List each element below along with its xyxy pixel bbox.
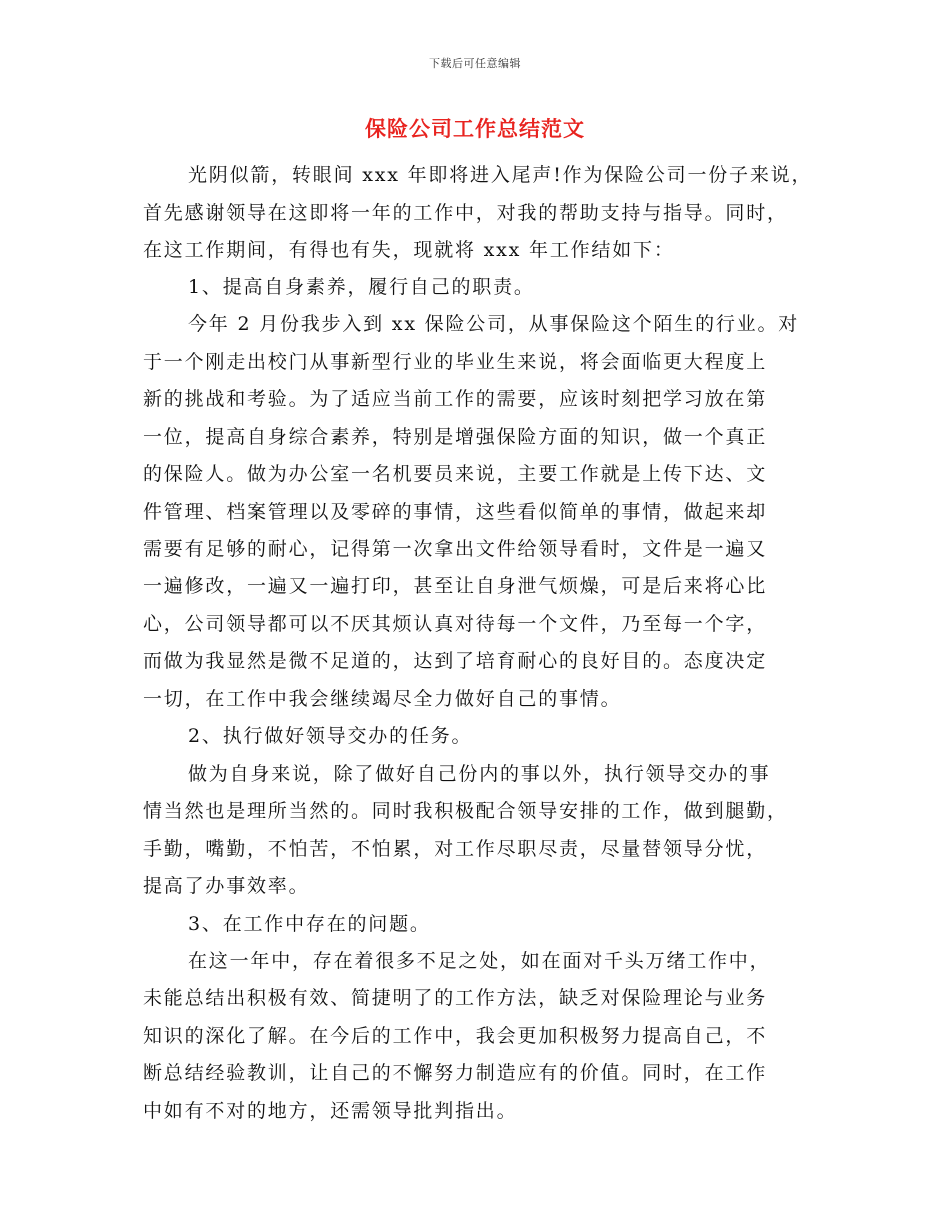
body-line: 做为自身来说，除了做好自己份内的事以外，执行领导交办的事 <box>188 763 771 785</box>
body-line: 未能总结出积极有效、简捷明了的工作方法，缺乏对保险理论与业务 <box>143 987 768 1009</box>
body-line: 在这一年中，存在着很多不足之处，如在面对千头万绪工作中， <box>188 950 771 972</box>
body-line: 新的挑战和考验。为了适应当前工作的需要，应该时刻把学习放在第 <box>143 388 768 410</box>
header-note: 下载后可任意编辑 <box>429 57 521 70</box>
body-line: 知识的深化了解。在今后的工作中，我会更加积极努力提高自己，不 <box>143 1025 768 1047</box>
body-line: 心，公司领导都可以不厌其烦认真对待每一个文件，乃至每一个字， <box>143 613 768 635</box>
body-line: 需要有足够的耐心，记得第一次拿出文件给领导看时，文件是一遍又 <box>143 538 768 560</box>
body-line: 情当然也是理所当然的。同时我积极配合领导安排的工作，做到腿勤， <box>143 800 788 822</box>
body-line: 3、在工作中存在的问题。 <box>188 913 431 935</box>
body-line: 断总结经验教训，让自己的不懈努力制造应有的价值。同时，在工作 <box>143 1062 768 1084</box>
body-line: 一切，在工作中我会继续竭尽全力做好自己的事情。 <box>143 688 622 710</box>
body-line: 提高了办事效率。 <box>143 875 310 897</box>
body-line: 手勤，嘴勤，不怕苦，不怕累，对工作尽职尽责，尽量替领导分忧， <box>143 838 768 860</box>
body-line: 首先感谢领导在这即将一年的工作中，对我的帮助支持与指导。同时， <box>143 202 788 224</box>
body-line: 在这工作期间，有得也有失，现就将 xxx 年工作结如下： <box>143 239 675 261</box>
body-line: 今年 2 月份我步入到 xx 保险公司，从事保险这个陌生的行业。对 <box>188 313 800 335</box>
body-line: 1、提高自身素养，履行自己的职责。 <box>188 276 535 298</box>
body-line: 而做为我显然是微不足道的，达到了培育耐心的良好目的。态度决定 <box>143 650 768 672</box>
document-title: 保险公司工作总结范文 <box>365 116 585 141</box>
body-line: 2、执行做好领导交办的任务。 <box>188 725 473 747</box>
body-line: 的保险人。做为办公室一名机要员来说，主要工作就是上传下达、文 <box>143 463 768 485</box>
body-line: 一遍修改，一遍又一遍打印，甚至让自身泄气烦燥，可是后来将心比 <box>143 575 768 597</box>
body-line: 光阴似箭，转眼间 xxx 年即将进入尾声!作为保险公司一份子来说， <box>188 164 813 186</box>
body-line: 一位，提高自身综合素养，特别是增强保险方面的知识，做一个真正 <box>143 426 768 448</box>
body-line: 中如有不对的地方，还需领导批判指出。 <box>143 1100 518 1122</box>
body-line: 于一个刚走出校门从事新型行业的毕业生来说，将会面临更大程度上 <box>143 351 768 373</box>
body-line: 件管理、档案管理以及零碎的事情，这些看似简单的事情，做起来却 <box>143 501 768 523</box>
